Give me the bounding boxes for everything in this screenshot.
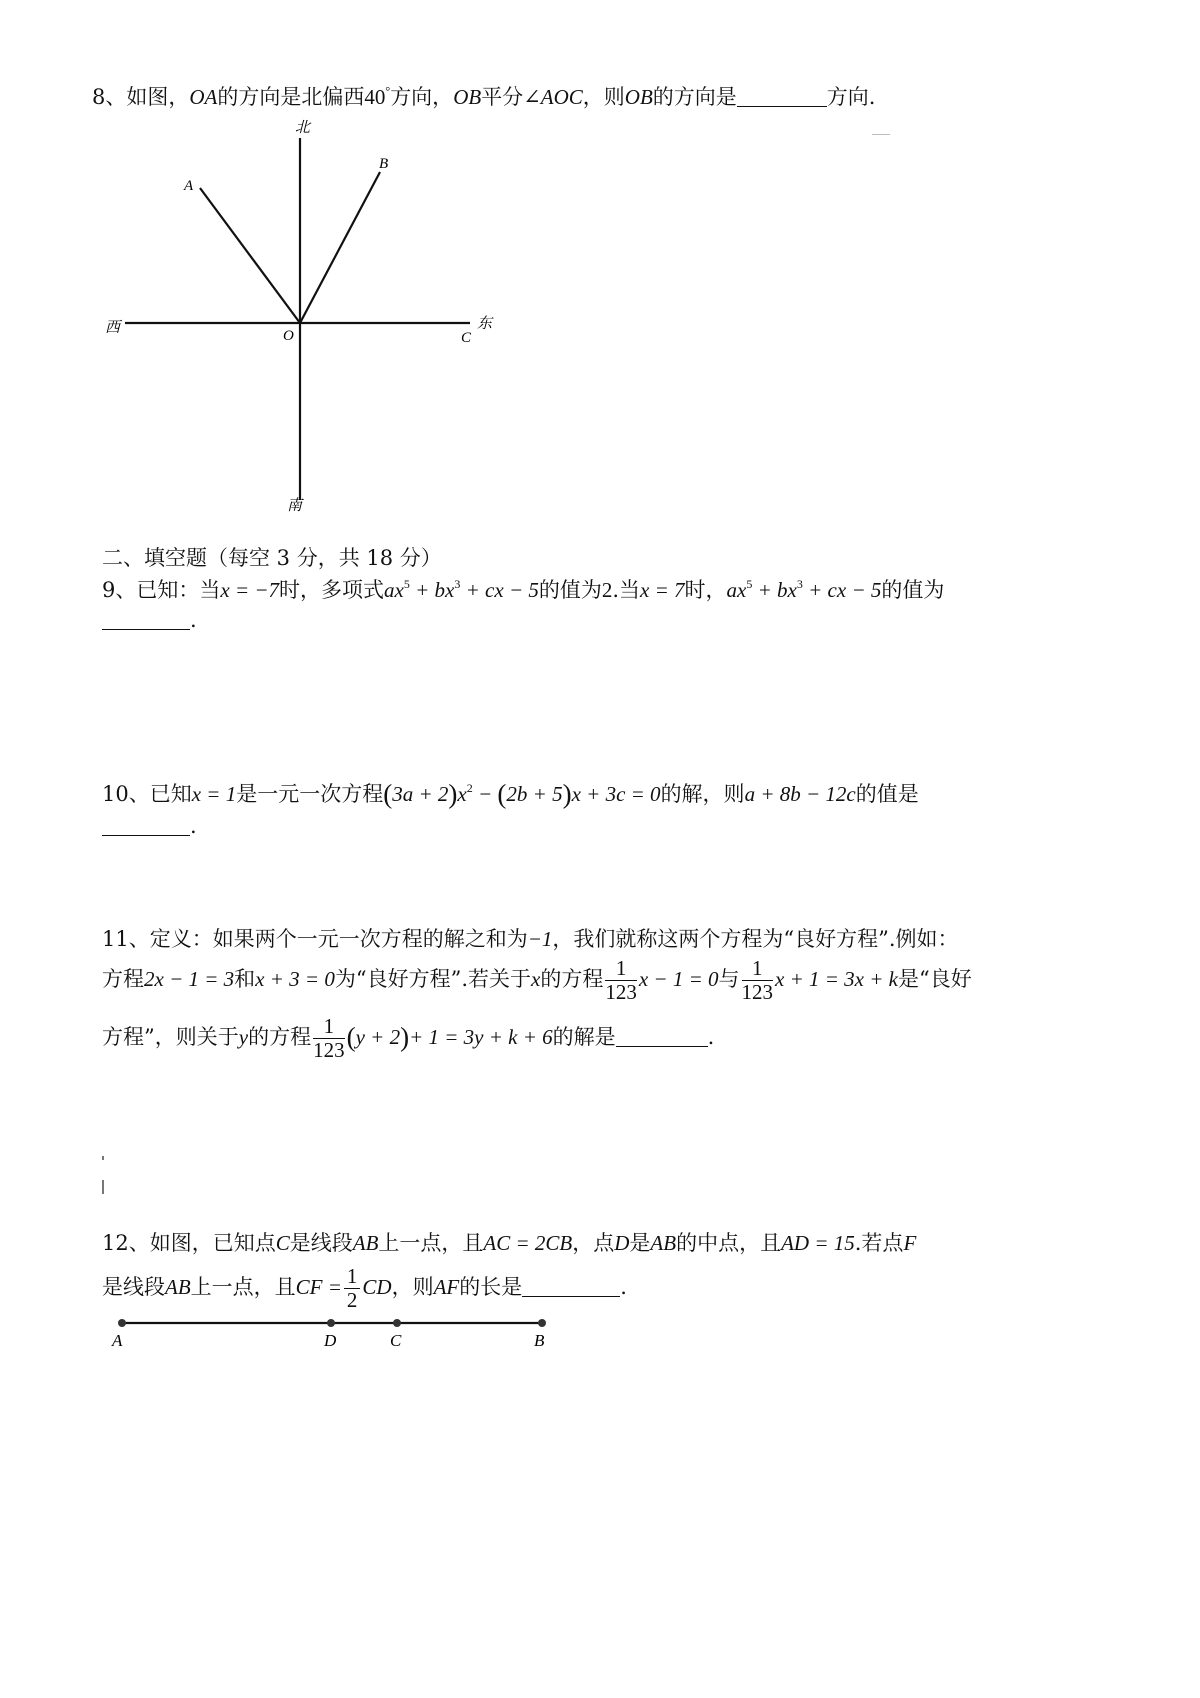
q10-answer-blank	[102, 817, 190, 836]
q10-answer-line: .	[102, 814, 197, 839]
point-a	[118, 1319, 126, 1327]
label-east: 东	[477, 316, 493, 332]
q8-answer-blank	[737, 88, 827, 107]
scan-mark	[102, 1180, 104, 1194]
label-o: O	[283, 328, 294, 344]
label-point-c: C	[390, 1331, 402, 1350]
fraction-1-over-123: $\frac{1}{123}$	[313, 1014, 345, 1063]
q8-text: 8、如图，OA的方向是北偏西40°方向，OB平分∠AOC，则OB的方向是 方向.	[92, 84, 876, 109]
fraction-1-over-123: $\frac{1}{123}$	[741, 956, 773, 1005]
label-a: A	[184, 178, 194, 194]
q9-answer-blank	[102, 611, 190, 630]
label-point-a: A	[112, 1331, 123, 1350]
fraction-1-over-123: $\frac{1}{123}$	[605, 956, 637, 1005]
q12-line1: 12、如图，已知点C是线段AB上一点，且AC = 2CB，点D是AB的中点，且AD = 15.若点F	[102, 1231, 917, 1255]
q11-line3: 方程”，则关于y的方程 $\frac{1}{123}$ (y + 2)+ 1 = 3y + k + 6的解是 .	[102, 1014, 715, 1063]
q9-answer-line: .	[102, 608, 197, 633]
q11-line1: 11、定义：如果两个一元一次方程的解之和为−1，我们就称这两个方程为“良好方程”.例如：	[102, 927, 959, 951]
q11-answer-blank	[616, 1028, 708, 1047]
scan-mark	[872, 134, 890, 135]
point-d	[327, 1319, 335, 1327]
label-south: 南	[287, 498, 303, 514]
label-west: 西	[105, 320, 121, 336]
label-north: 北	[295, 120, 311, 136]
direction-diagram	[95, 110, 615, 530]
segment-diagram	[100, 1310, 580, 1360]
ray-oa	[200, 188, 300, 323]
label-point-d: D	[324, 1331, 337, 1350]
q12-answer-blank	[522, 1278, 620, 1297]
label-point-b: B	[534, 1331, 545, 1350]
q11-line2: 方程2x − 1 = 3和x + 3 = 0为“良好方程”.若关于x的方程 $\frac{1}{123}$ x − 1 = 0与 $\frac{1}{123}$ x + 1 = 3x + k是“良好	[102, 956, 972, 1005]
point-b	[538, 1319, 546, 1327]
q9-text: 9、已知：当x = −7时，多项式$ax^5 + bx^3$ + cx − 5的值为2.当x = 7时，$ax^5 + bx^3$ + cx − 5的值为	[102, 577, 945, 602]
label-c: C	[461, 330, 472, 346]
label-b: B	[379, 156, 389, 172]
section-heading: 二、填空题（每空 3 分，共 18 分）	[102, 546, 442, 570]
q10-text: 10、已知x = 1是一元一次方程$(3a + 2)x^2 - (2b + 5)x + 3c = 0$的解，则a + 8b − 12c的值是	[102, 779, 919, 809]
scan-mark	[102, 1156, 104, 1160]
fraction-1-over-2: $\frac{1}{2}$	[344, 1265, 361, 1312]
point-c	[393, 1319, 401, 1327]
q12-line2: 是线段AB上一点，且CF = $\frac{1}{2}$ CD，则AF的长是 .	[102, 1264, 627, 1313]
ray-ob	[300, 172, 380, 323]
